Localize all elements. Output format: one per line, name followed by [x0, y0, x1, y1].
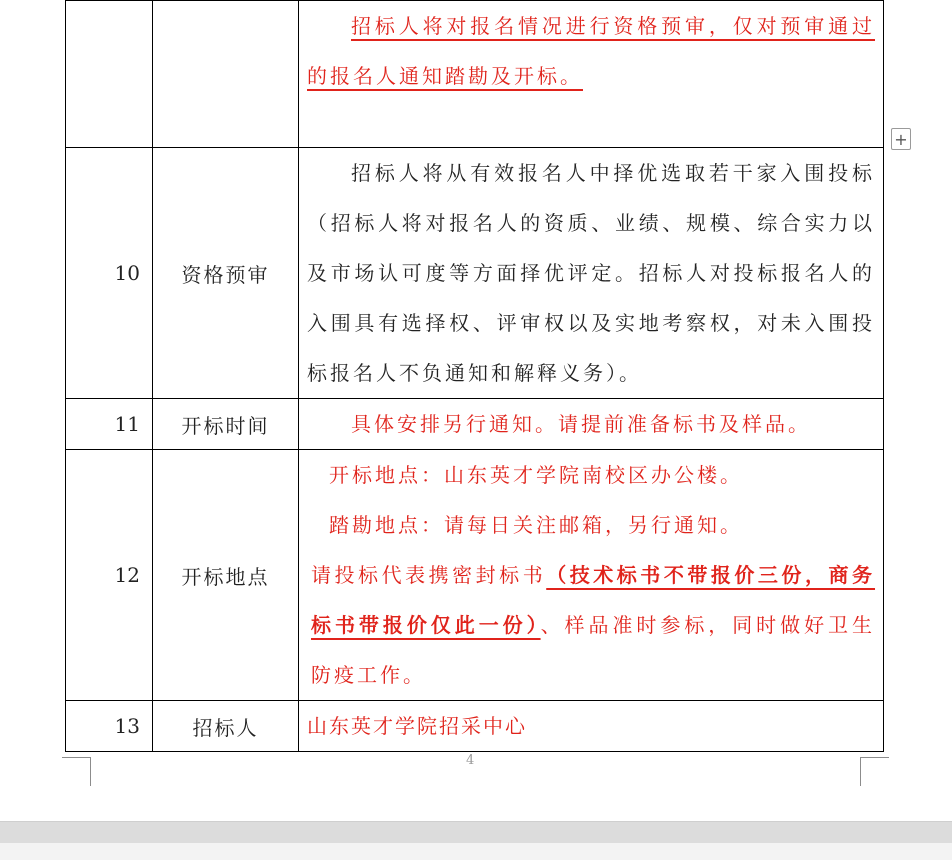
page-corner-mark-right — [860, 757, 889, 786]
bid-copies-emphasis: （技术标书不带报价三份，商务标书带报价仅此一份） — [311, 563, 876, 637]
opening-time-text: 具体安排另行通知。请提前准备标书及样品。 — [351, 412, 811, 436]
content-cell — [299, 399, 884, 450]
horizontal-scrollbar[interactable] — [0, 821, 952, 844]
content-cell — [299, 1, 884, 148]
row-number-cell: 10 — [66, 148, 153, 399]
row-number-cell: 12 — [66, 450, 153, 701]
row-number-cell: 13 — [66, 701, 153, 752]
content-cell — [299, 148, 884, 399]
item-cell: 资格预审 — [153, 148, 299, 399]
item-cell: 开标时间 — [153, 399, 299, 450]
opening-location-text: 开标地点：山东英才学院南校区办公楼。 — [329, 463, 743, 487]
page-corner-mark-left — [62, 757, 91, 786]
prequalification-notice-text: 招标人将对报名情况进行资格预审，仅对预审通过的报名人通知踏勘及开标。 — [307, 14, 875, 88]
table-row — [66, 1, 884, 148]
item-cell: 开标地点 — [153, 450, 299, 701]
table-row — [66, 450, 884, 701]
status-strip — [0, 843, 952, 860]
site-visit-location-text: 踏勘地点：请每日关注邮箱，另行通知。 — [329, 513, 743, 537]
table-row — [66, 701, 884, 752]
add-row-button[interactable]: + — [891, 128, 911, 150]
row-number-cell — [66, 1, 153, 148]
item-cell — [153, 1, 299, 148]
item-cell: 招标人 — [153, 701, 299, 752]
table-row — [66, 399, 884, 450]
tender-info-table — [65, 0, 884, 752]
tenderer-name-text: 山东英才学院招采中心 — [307, 714, 527, 738]
content-cell — [299, 701, 884, 752]
bid-submission-suffix: 、样品准时参标，同时做好卫生防疫工作。 — [311, 613, 876, 687]
bid-submission-text — [307, 550, 875, 700]
page-number: 4 — [466, 753, 475, 768]
content-cell — [299, 450, 884, 701]
prequalification-text: 招标人将从有效报名人中择优选取若干家入围投标（招标人将对报名人的资质、业绩、规模、综合实力以及市场认可度等方面择优评定。招标人对投标报名人的入围具有选择权、评审权以及实地考察权，对未入围投标报名人不负通知和解释义务）。 — [307, 161, 875, 385]
row-number-cell: 11 — [66, 399, 153, 450]
table-row — [66, 148, 884, 399]
bid-submission-prefix: 请投标代表携密封标书 — [311, 563, 547, 587]
